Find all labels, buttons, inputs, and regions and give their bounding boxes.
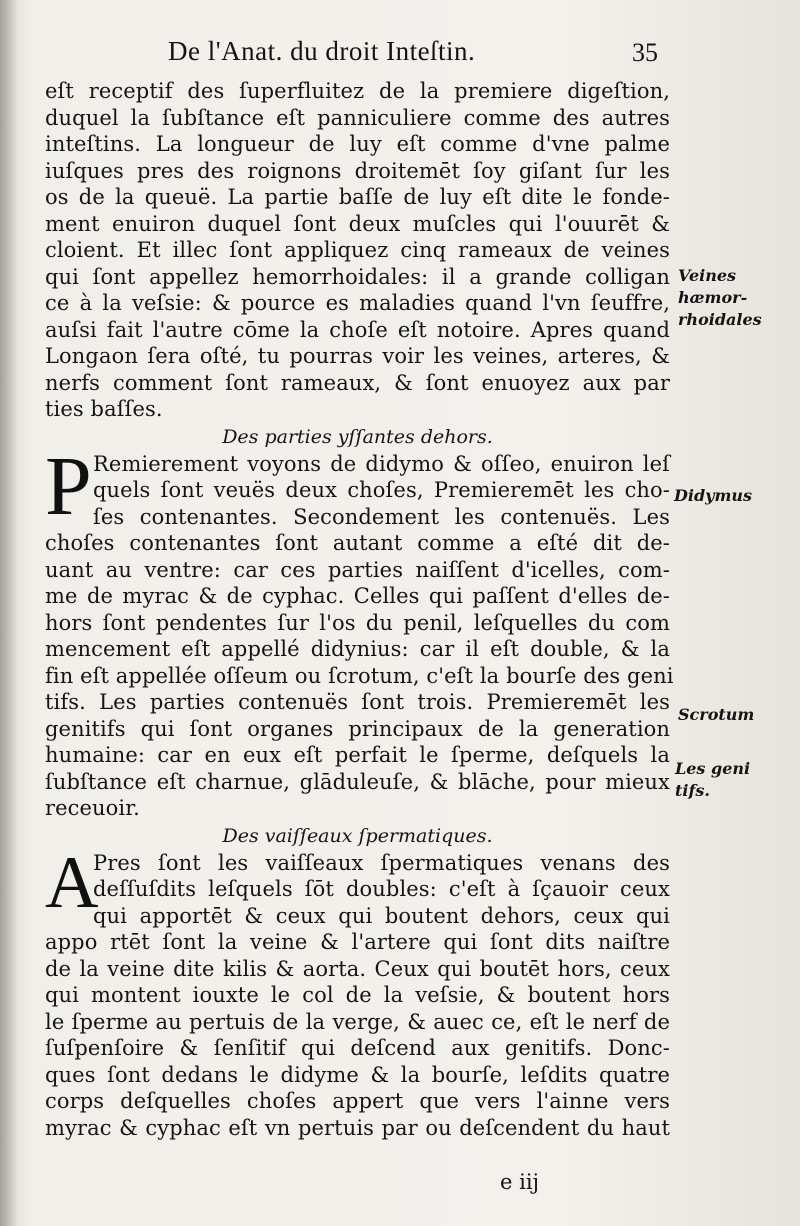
margin-note-line: rhoidales xyxy=(678,310,762,329)
text-line: me de myrac & de cyphac. Celles qui paſſent d'elles de- xyxy=(45,584,670,608)
signature-mark: e iij xyxy=(500,1170,540,1194)
margin-note-didymus: Didymus xyxy=(674,486,753,505)
drop-capital: A xyxy=(45,841,99,924)
page-number: 35 xyxy=(632,38,658,67)
text-line: os de la queuë. La partie baſſe de luy eſt dite le fonde- xyxy=(45,185,670,209)
text-line: genitifs qui ſont organes principaux de la generation xyxy=(45,716,670,741)
page-header xyxy=(0,36,800,76)
main-text xyxy=(45,78,674,1141)
text-line: mencement eſt appellé didynius: car il eſt double, & la xyxy=(45,637,670,661)
text-line: qui ſont appellez hemorrhoidales: il a grande colligan xyxy=(45,264,670,289)
text-line: ce à la veſsie: & pource es maladies quand l'vn ſeuffre, xyxy=(45,291,670,315)
text-line: deſſuſdits leſquels ſōt doubles: c'eſt à ſçauoir ceux xyxy=(93,877,670,901)
section-heading: Des vaiſſeaux ſpermatiques. xyxy=(222,824,493,847)
margin-note-veines xyxy=(678,265,762,331)
text-line: fin eſt appellée oſſeum ou ſcrotum, c'eſt la bourſe des geni xyxy=(45,663,674,688)
text-line: duquel la ſubſtance eſt panniculiere comme des autres xyxy=(45,105,670,130)
text-line: choſes contenantes ſont autant comme a eſté dit de- xyxy=(45,531,670,555)
text-line: Remierement voyons de didymo & oſſeo, enuiron leſ xyxy=(93,451,670,476)
text-line: eſt receptif des ſuperfluitez de la premiere digeſtion, xyxy=(45,79,670,103)
text-line: Longaon ſera oſté, tu pourras voir les veines, arteres, & xyxy=(45,344,670,368)
text-line: receuoir. xyxy=(45,796,140,820)
text-line: uant au ventre: car ces parties naiſſent d'icelles, com- xyxy=(45,557,670,582)
text-line: appo rtēt ſont la veine & l'artere qui ſont dits naiſtre xyxy=(45,930,670,954)
gutter-shadow xyxy=(0,0,18,1226)
text-line: myrac & cyphac eſt vn pertuis par ou deſcendent du haut xyxy=(45,1115,670,1140)
text-line: quels ſont veuës deux choſes, Premieremēt les cho- xyxy=(93,478,670,502)
text-line: de la veine dite kilis & aorta. Ceux qui boutēt hors, ceux xyxy=(45,956,670,981)
margin-note-line: tifs. xyxy=(675,781,710,800)
text-line: hors ſont pendentes ſur l'os du penil, leſquelles du com xyxy=(45,610,670,635)
paragraph-dropcap-a xyxy=(45,841,670,930)
running-title: De l'Anat. du droit Inteſtin. xyxy=(168,36,476,66)
text-line: cloient. Et illec ſont appliquez cinq rameaux de veines xyxy=(45,238,670,262)
text-line: corps deſquelles choſes appert que vers l'ainne vers xyxy=(45,1089,670,1113)
text-line: iuſques pres des roignons droitemēt ſoy giſant ſur les xyxy=(45,158,670,183)
margin-note-line: Les geni xyxy=(675,759,751,778)
text-line: nerfs comment ſont rameaux, & ſont enuoyez aux par xyxy=(45,370,670,395)
text-line: ſes contenantes. Secondement les contenuës. Les xyxy=(93,504,670,529)
text-line: ment enuiron duquel ſont deux muſcles qui l'ouurēt & xyxy=(45,211,670,236)
text-line: ſubſtance eſt charnue, glāduleuſe, & blāche, pour mieux xyxy=(45,769,670,794)
text-line: ques ſont dedans le didyme & la bourſe, leſdits quatre xyxy=(45,1062,670,1087)
margin-note-line: Veines xyxy=(678,266,737,285)
text-line: humaine: car en eux eſt perfait le ſperme, deſquels la xyxy=(45,743,670,767)
text-line: inteſtins. La longueur de luy eſt comme d'vne palme xyxy=(45,132,670,156)
margin-note-line: hæmor- xyxy=(678,288,748,307)
text-line: qui montent iouxte le col de la veſsie, & boutent hors xyxy=(45,983,670,1007)
text-line: qui apportēt & ceux qui boutent dehors, ceux qui xyxy=(93,903,670,928)
text-line: ſuſpenſoire & ſenſitif qui deſcend aux genitifs. Donc- xyxy=(45,1036,670,1060)
text-line: tifs. Les parties contenuës ſont trois. Premieremēt les xyxy=(45,690,670,714)
text-line: ties baſſes. xyxy=(45,397,163,421)
text-line: le ſperme au pertuis de la verge, & auec ce, eſt le nerf de xyxy=(45,1009,670,1034)
section-heading: Des parties yſſantes dehors. xyxy=(222,425,493,448)
paragraph-dropcap-p xyxy=(45,439,670,533)
drop-capital: P xyxy=(45,439,92,533)
text-line: auſsi fait l'autre cōme la choſe eſt notoire. Apres quand xyxy=(45,317,670,342)
margin-note-genitifs xyxy=(675,758,750,802)
margin-note-scrotum: Scrotum xyxy=(678,705,755,724)
text-line: Pres ſont les vaiſſeaux ſpermatiques venans des xyxy=(93,850,670,875)
